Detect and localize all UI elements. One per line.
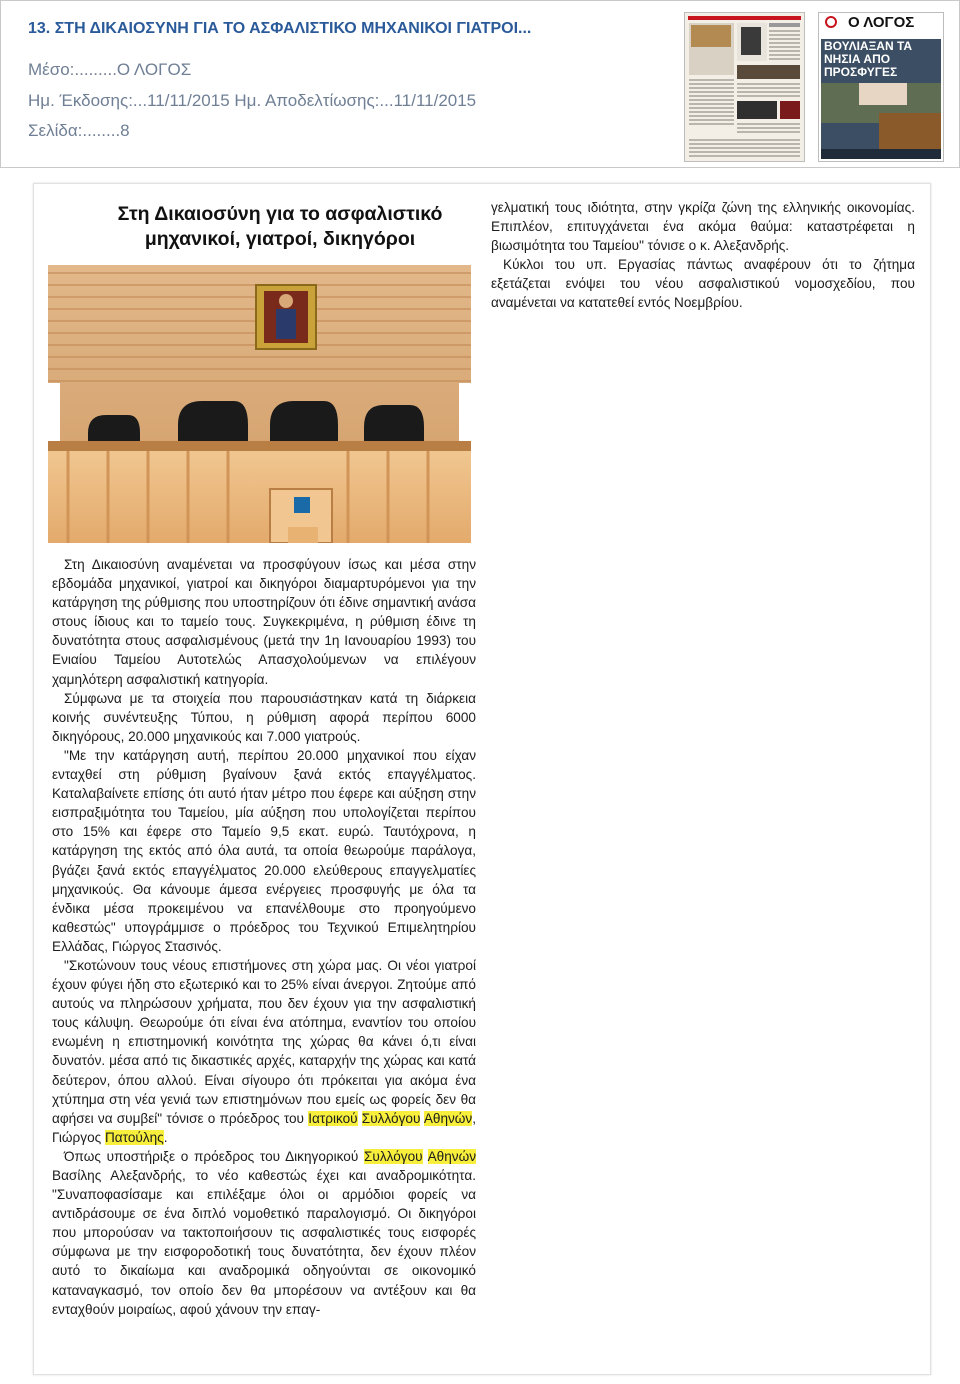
article-headline xyxy=(78,202,482,252)
article-lead: Στη Δικαιοσύνη αναμένεται να προσφύγουν ίσως και μέσα στην εβδομάδα μηχανικοί, γιατροί και δικηγόροι διαμαρτυρόμενοι για την κατάργηση της ρύθμισης που υποστηρίζουν ότι έδινε σημαντική ανάσα στους ίδιους και το ταμείο τους. Συγκεκριμένα, η ρύθμιση έδινε τη δυνατότητα στους ασφαλισμένους (μετά την 1η Ιανουαρίου 1993) του Ενιαίου Ταμείου Αυτοτελώς Απασχολούμενων να επιλέγουν χαμηλότερη ασφαλιστική κατηγορία. xyxy=(52,557,476,687)
keyword-highlight: Πατούλης xyxy=(104,1129,164,1145)
keyword-highlight: Αθηνών xyxy=(427,1148,476,1164)
keyword-highlight: Συλλόγου xyxy=(364,1148,423,1164)
clipping-title[interactable]: 13. ΣΤΗ ΔΙΚΑΙΟΣΥΝΗ ΓΙΑ ΤΟ ΑΣΦΑΛΙΣΤΙΚΟ ΜΗΧΑΝΙΚΟΙ ΓΙΑΤΡΟΙ... xyxy=(28,20,532,37)
article-paragraph: "Με την κατάργηση αυτή, περίπου 20.000 μηχανικοί που είχαν ενταχθεί στη ρύθμιση βγαίνουν ξανά εκτός επαγγέλματος. Καταλαβαίνετε επίσης ότι αυτό ήταν μέτρο που έφερε και αύξηση στην εισπραξιμότητα του Ταμείου, μία αύξηση που υπολογίζεται περίπου στο 15% και έφερε στο Ταμείο 9,5 εκατ. ευρώ. Ταυτόχρονα, η κατάργηση της εκτός από όλα αυτά, τα οποία θεωρούμε παράλογα, βγάζει ξανά εκτός επαγγέλματος 20.000 ελεύθερους επαγγελματίες μηχανικούς. Θα κάνουμε άμεσα ενέργειες προσφυγής με όλα τα ένδικα μέσα προκειμένου να επανέλθουμε στο προηγούμενο καθεστώς" υπογράμμισε ο πρόεδρος του Τεχνικού Επιμελητηρίου Ελλάδας, Γιώργος Στασινός. xyxy=(52,747,476,954)
courtroom-photo xyxy=(48,265,471,543)
headline-line-2: μηχανικοί, γιατροί, δικηγόροι xyxy=(144,228,416,250)
text-run: . xyxy=(163,1129,168,1145)
newspaper-page-image xyxy=(685,13,804,161)
article-body xyxy=(52,555,476,1319)
article-continuation xyxy=(491,198,915,313)
thumbnail-cover-headline: ΒΟΥΛΙΑΞΑΝ ΤΑ ΝΗΣΙΑ ΑΠΟ ΠΡΟΣΦΥΓΕΣ xyxy=(824,39,913,79)
newspaper-page-thumbnail[interactable] xyxy=(684,12,805,162)
dates-label: Ημ. Έκδοσης:...11/11/2015 Ημ. Αποδελτίωσης:...11/11/2015 xyxy=(28,91,477,110)
front-page-image xyxy=(819,13,943,161)
keyword-highlight: Συλλόγου xyxy=(361,1110,421,1126)
article-paragraph: γελματική τους ιδιότητα, στην γκρίζα ζώνη της ελληνικής οικονομίας. Επιπλέον, επιτυγχάνεται ένα ακόμα θαύμα: καταστρέφεται η βιωσιμότητα του Ταμείου" τόνισε ο κ. Αλεξανδρής. xyxy=(491,200,915,254)
keyword-highlight: Αθηνών xyxy=(423,1110,473,1126)
article-clipping xyxy=(33,183,931,1375)
article-paragraph xyxy=(52,1147,476,1319)
text-run: Όπως υποστήριξε ο πρόεδρος του Δικηγορικού xyxy=(64,1148,365,1164)
article-paragraph xyxy=(52,956,476,1147)
article-paragraph: Κύκλοι του υπ. Εργασίας πάντως αναφέρουν ότι το ζήτημα εξετάζεται ενόψει του νέου ασφαλιστικού νομοσχεδίου, που αναμένεται να κατατεθεί εντός Νοεμβρίου. xyxy=(491,257,915,311)
text-run: , Γιώργος xyxy=(52,1110,477,1145)
thumbnail-masthead: Ο ΛΟΓΟΣ xyxy=(848,14,915,31)
headline-line-1: Στη Δικαιοσύνη για το ασφαλιστικό xyxy=(117,203,443,225)
courtroom-image xyxy=(48,265,471,543)
front-page-thumbnail[interactable] xyxy=(818,12,944,162)
medium-label: Μέσο:.........Ο ΛΟΓΟΣ xyxy=(28,60,192,79)
article-paragraph: Σύμφωνα με τα στοιχεία που παρουσιάστηκαν κατά τη διάρκεια κοινής συνέντευξης Τύπου, η ρύθμιση αφορά περίπου 6000 δικηγόρους, 20.000 μηχανικούς και 7.000 γιατρούς. xyxy=(52,690,476,744)
text-run: Βασίλης Αλεξανδρής, το νέο καθεστώς έχει και αναδρομικότητα. "Συναποφασίσαμε και επιλέξαμε όλοι οι αρμόδιοι φορείς να αντιδράσουμε σε ένα διπλό νομοθετικό παραλογισμό. Οι δικηγόροι που μπορούσαν να τακτοποιήσουν τις ασφαλιστικές τους εισφορές σύμφωνα με την εισφοροδοτική τους δυνατότητα, δεν έχουν πλέον αυτό το δικαίωμα και αναδρομικά οδηγούνται σε οικονομικό καταναγκασμό, τον οποίο δεν θα μπορέσουν να αντέξουν και θα ενταχθούν μοιραίως, αφού χάνουν την επαγ- xyxy=(52,1168,476,1317)
text-run: "Σκοτώνουν τους νέους επιστήμονες στη χώρα μας. Οι νέοι γιατροί έχουν φύγει ήδη στο εξωτερικό και το 25% είναι άνεργοι. Ζητούμε από αυτούς να πληρώσουν χρήματα, που δεν έχουν για την ασφαλιστική τους κάλυψη. Θεωρούμε ότι είναι ένα ατόπημα, εναντίον του οποίου ενωμένη η επιστημονική κοινότητα της χώρας θα κάνει ό,τι είναι δυνατόν. μέσα από τις δικαστικές αρχές, καταρχήν της χώρας και κατά δεύτερον, όπου αλλού. Είναι σίγουρο ότι πρόκειται για ακόμα ένα χτύπημα στη νέα γενιά των επιστημόνων που εμείς ως φορείς δεν θα αφήσει να συμβεί" τόνισε ο πρόεδρος του xyxy=(52,957,476,1126)
keyword-highlight: Ιατρικού xyxy=(308,1110,358,1126)
page-label: Σελίδα:........8 xyxy=(28,121,130,140)
